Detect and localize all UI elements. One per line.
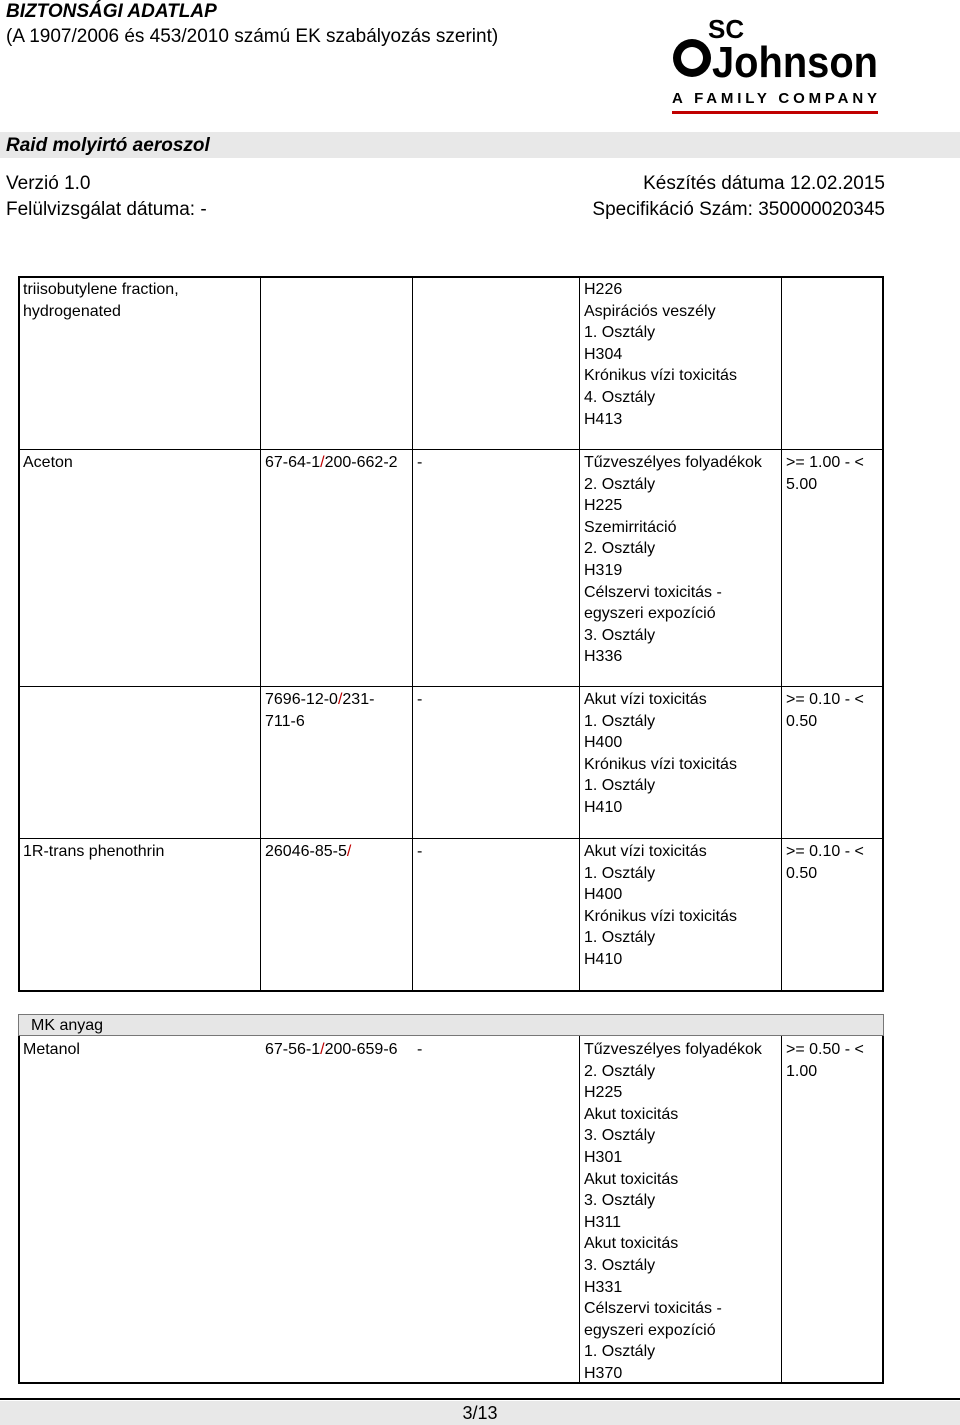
- concentration-cell: >= 0.50 - < 1.00: [786, 1041, 864, 1080]
- created-date-label: Készítés dátuma 12.02.2015: [643, 173, 885, 194]
- logo-tagline: A FAMILY COMPANY: [672, 90, 877, 107]
- concentration-cell: >= 1.00 - < 5.00: [786, 454, 864, 493]
- logo-sc-text: SC: [708, 14, 745, 44]
- document-subtitle: (A 1907/2006 és 453/2010 számú EK szabályozás szerint): [6, 26, 499, 47]
- page-number: 3/13: [462, 1403, 498, 1423]
- classification-cell: H226 Aspirációs veszély 1. Osztály H304 Krónikus vízi toxicitás 4. Osztály H413: [584, 281, 737, 428]
- concentration-cell: >= 0.10 - < 0.50: [786, 691, 864, 730]
- footer-divider: [0, 1398, 960, 1400]
- substance-name: triisobutylene fraction, hydrogenated: [23, 281, 179, 320]
- substance-name: Aceton: [23, 454, 73, 471]
- index-number: -: [417, 691, 423, 708]
- classification-cell: Tűzveszélyes folyadékok 2. Osztály H225 Akut toxicitás 3. Osztály H301 Akut toxicitás 3. Osztály H311 Akut toxicitás 3. Osztály H331 Célszervi toxicitás - egyszeri expozíció 1. Osztály H370: [584, 1041, 762, 1382]
- mk-section-header: [18, 1014, 884, 1036]
- substance-name: 1R-trans phenothrin: [23, 843, 165, 860]
- document-title: BIZTONSÁGI ADATLAP: [6, 1, 217, 22]
- index-number: -: [417, 1041, 423, 1058]
- cas-ec-number: 26046-85-5/: [265, 843, 352, 860]
- version-label: Verzió 1.0: [6, 173, 91, 194]
- mk-section-label: MK anyag: [31, 1017, 104, 1034]
- index-number: -: [417, 843, 423, 860]
- cas-ec-number: 67-64-1/200-662-2: [265, 454, 398, 471]
- product-name: Raid molyirtó aeroszol: [6, 135, 210, 156]
- index-number: -: [417, 454, 423, 471]
- spec-number-label: Specifikáció Szám: 350000020345: [592, 199, 885, 220]
- classification-cell: Akut vízi toxicitás 1. Osztály H400 Krónikus vízi toxicitás 1. Osztály H410: [584, 843, 737, 968]
- sc-johnson-logo: [668, 8, 883, 118]
- substance-name: Metanol: [23, 1041, 80, 1058]
- classification-cell: Akut vízi toxicitás 1. Osztály H400 Krónikus vízi toxicitás 1. Osztály H410: [584, 691, 737, 816]
- cas-ec-number: 67-56-1/200-659-6: [265, 1041, 398, 1058]
- concentration-cell: >= 0.10 - < 0.50: [786, 843, 864, 882]
- revision-date-label: Felülvizsgálat dátuma: -: [6, 199, 207, 220]
- classification-cell: Tűzveszélyes folyadékok 2. Osztály H225 Szemirritáció 2. Osztály H319 Célszervi toxicitás - egyszeri expozíció 3. Osztály H336: [584, 454, 762, 666]
- logo-johnson-text: Johnson: [712, 38, 878, 87]
- cas-ec-number: 7696-12-0/231- 711-6: [265, 691, 375, 730]
